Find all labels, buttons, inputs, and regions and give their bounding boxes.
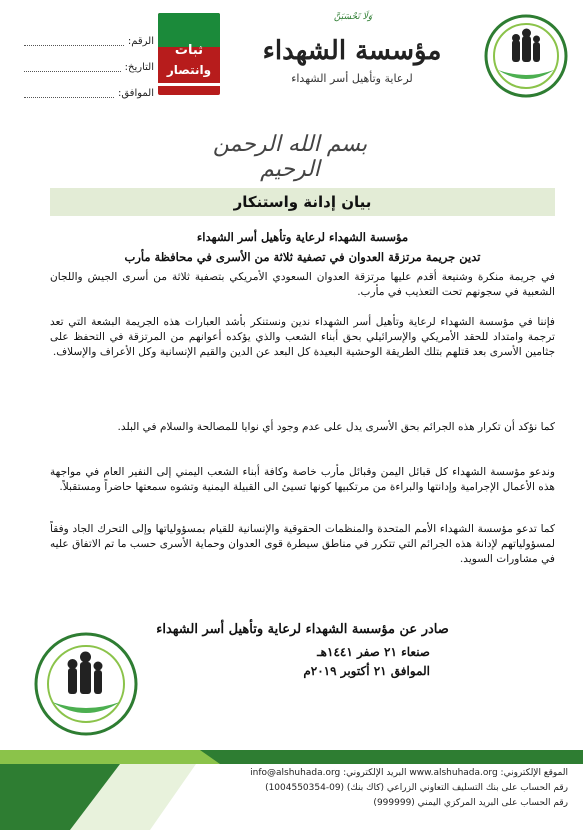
- field-number-label: الرقم:: [127, 35, 154, 47]
- field-number-line: [24, 36, 124, 46]
- field-date: [24, 54, 154, 80]
- org-stamp-icon: [34, 632, 138, 736]
- reference-fields: [24, 28, 154, 106]
- statement-title: بيان إدانة واستنكار: [233, 193, 372, 211]
- footer-post-account: رقم الحساب على البريد المركزي اليمني (999999): [373, 798, 568, 808]
- footer-stripe: [0, 750, 583, 764]
- letterhead: [0, 0, 583, 110]
- statement-heading-2: تدين جريمة مرتزقة العدوان في تصفية ثلاثة من الأسرى في محافظة مأرب: [124, 250, 481, 264]
- field-date-label: التاريخ:: [124, 61, 154, 73]
- date-gregorian: الموافق ٢١ أكتوبر ٢٠١٩م: [303, 664, 430, 678]
- field-corresponding-label: الموافق:: [117, 87, 154, 99]
- campaign-logo: [158, 13, 220, 95]
- field-corresponding-line: [24, 88, 114, 98]
- issued-by: صادر عن مؤسسة الشهداء لرعاية وتأهيل أسر الشهداء: [156, 622, 449, 637]
- org-name: مؤسسة الشهداء: [262, 36, 442, 66]
- footer-web-email: الموقع الإلكتروني: www.alshuhada.org البريد الإلكتروني: info@alshuhada.org: [250, 768, 568, 778]
- field-date-line: [24, 62, 121, 72]
- basmala: بسم الله الرحمن الرحيم: [212, 132, 368, 182]
- org-top-calligraphy: وَلَا تَحْسَبَنَّ: [333, 12, 373, 22]
- paragraph-2: فإننا في مؤسسة الشهداء لرعاية وتأهيل أسر الشهداء ندين ونستنكر بأشد العبارات هذه الجريمة البشعة التي تعد ترجمة وامتداد للحقد الأمريكي والإسرائيلي بحق أبناء الشعب والذي يؤكده أعوانهم من المرتزقة في التحفظ على جثامين الأسرى بعد قتلهم بتلك الطريقة الوحشية البعيدة كل البعد عن الدين والقيم الإنسانية وكل الأعراف والإسلاف.: [50, 316, 555, 358]
- statement-title-bar: [50, 188, 555, 216]
- footer-contact: [196, 766, 568, 811]
- paragraph-1: في جريمة منكرة وشنيعة أقدم عليها مرتزقة العدوان السعودي الأمريكي بتصفية ثلاثة من أسرى الجيش واللجان الشعبية في سجونهم تحت التعذيب في مأرب.: [50, 271, 555, 298]
- footer-decoration: [0, 764, 196, 830]
- org-subtitle: لرعاية وتأهيل أسر الشهداء: [291, 72, 413, 85]
- date-hijri: صنعاء ٢١ صفر ١٤٤١هـ: [317, 645, 430, 659]
- paragraph-3: كما نؤكد أن تكرار هذه الجرائم بحق الأسرى يدل على عدم وجود أي نوايا للمصالحة والسلام في البلد.: [117, 421, 555, 433]
- field-corresponding: [24, 80, 154, 106]
- paragraph-5: كما تدعو مؤسسة الشهداء الأمم المتحدة والمنظمات الحقوقية والإنسانية للقيام بمسؤولياتها وإلى التحرك الجاد وفقاً لمسؤولياتهم لإدانة هذه الجرائم التي تتكرر في مناطق سيطرة قوى العدوان وحماية الأسرى حسب ما تم الاتفاق عليه في مشاورات السويد.: [50, 523, 555, 565]
- campaign-text-1: ثبات: [174, 43, 204, 58]
- org-logo-icon: [484, 14, 568, 98]
- statement-heading-1: مؤسسة الشهداء لرعاية وتأهيل أسر الشهداء: [196, 230, 409, 244]
- paragraph-4: وندعو مؤسسة الشهداء كل قبائل اليمن وقبائل مأرب خاصة وكافة أبناء الشعب اليمني إلى النفير العام في مواجهة هذه الأعمال الإجرامية وإدانتها والبراءة من مرتكبيها كونها تسيئ الى القبيلة اليمنية وتشوه سمعتها حاضراً ومستقبلاً.: [50, 466, 555, 493]
- field-number: [24, 28, 154, 54]
- footer-bank-account: رقم الحساب على بنك التسليف التعاوني الزراعي (كاك بنك) (09-1004550354): [265, 783, 568, 793]
- campaign-text-2: وانتصار: [166, 63, 212, 77]
